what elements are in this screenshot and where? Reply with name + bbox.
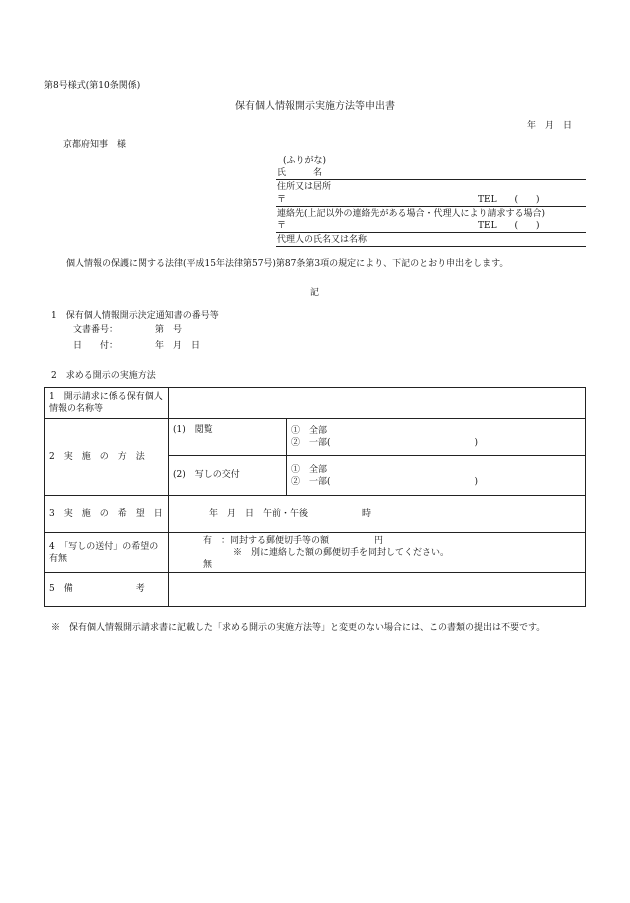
row3-value[interactable]: 年 月 日 午前・午後 時 <box>169 496 586 533</box>
row4-options[interactable] <box>169 533 586 573</box>
name-label: 氏 名 <box>277 168 323 178</box>
method2-option-part: ② 一部( ) <box>291 476 479 487</box>
method1-options[interactable] <box>287 419 586 456</box>
intro-text: 個人情報の保護に関する法律(平成15年法律第57号)第87条第3項の規定により、下記のとおり申出をします。 <box>66 259 509 269</box>
doc-no-value: 第 号 <box>155 325 183 335</box>
page-title: 保有個人情報開示実施方法等申出書 <box>235 101 395 112</box>
tel-label: TEL ( ) <box>478 195 540 205</box>
contact-postal-mark: 〒 <box>277 221 287 231</box>
decision-date-value: 年 月 日 <box>155 341 201 351</box>
contact-line <box>276 232 586 233</box>
row1-label: 1 開示請求に係る保有個人情報の名称等 <box>45 388 169 419</box>
date-line: 年 月 日 <box>527 121 573 131</box>
contact-label: 連絡先(上記以外の連絡先がある場合・代理人により請求する場合) <box>277 209 546 219</box>
disclosure-method-table <box>44 387 586 607</box>
section1-heading: 1 保有個人情報開示決定通知書の番号等 <box>51 311 219 321</box>
method2-options[interactable] <box>287 456 586 496</box>
row3-label: 3 実 施 の 希 望 日 <box>45 496 169 533</box>
addressee: 京都府知事 様 <box>63 140 127 150</box>
table-row <box>45 388 586 419</box>
table-row <box>45 496 586 533</box>
address-label: 住所又は居所 <box>277 182 332 192</box>
agent-line <box>276 246 586 247</box>
postal-mark: 〒 <box>277 195 287 205</box>
name-line <box>276 179 586 180</box>
row4-option-yes: 有 ：同封する郵便切手等の額 円 <box>203 535 384 546</box>
decision-date-label: 日 付： <box>73 341 119 351</box>
table-row <box>45 573 586 607</box>
contact-tel-label: TEL ( ) <box>478 221 540 231</box>
address-line <box>276 206 586 207</box>
row5-value-cell[interactable] <box>169 573 586 607</box>
row1-value-cell[interactable] <box>169 388 586 419</box>
row5-label: 5 備 考 <box>45 573 169 607</box>
method1-option-all: ① 全部 <box>291 426 328 436</box>
section2-heading: 2 求める開示の実施方法 <box>51 371 156 381</box>
doc-no-label: 文書番号： <box>73 325 119 335</box>
table-row <box>45 419 586 456</box>
row4-note: ※ 別に連絡した額の郵便切手を同封してください。 <box>233 547 450 558</box>
method1-option-part: ② 一部( ) <box>291 438 479 448</box>
furigana-label: (ふりがな) <box>283 156 327 166</box>
table-row <box>45 533 586 573</box>
method1-label: (1) 閲覧 <box>169 419 287 456</box>
form-number: 第8号様式(第10条関係) <box>44 81 141 91</box>
footnote: ※ 保有個人情報開示請求書に記載した「求める開示の実施方法等」と変更のない場合には、この書類の提出は不要です。 <box>51 623 546 633</box>
row2-label: 2 実 施 の 方 法 <box>45 419 169 496</box>
ki-label: 記 <box>310 288 320 298</box>
method2-option-all: ① 全部 <box>291 464 328 475</box>
method2-label: (2) 写しの交付 <box>169 456 287 496</box>
row4-label: 4 「写しの送付」の希望の有無 <box>45 533 169 573</box>
row4-option-no: 無 <box>203 559 213 570</box>
agent-label: 代理人の氏名又は名称 <box>277 235 368 245</box>
